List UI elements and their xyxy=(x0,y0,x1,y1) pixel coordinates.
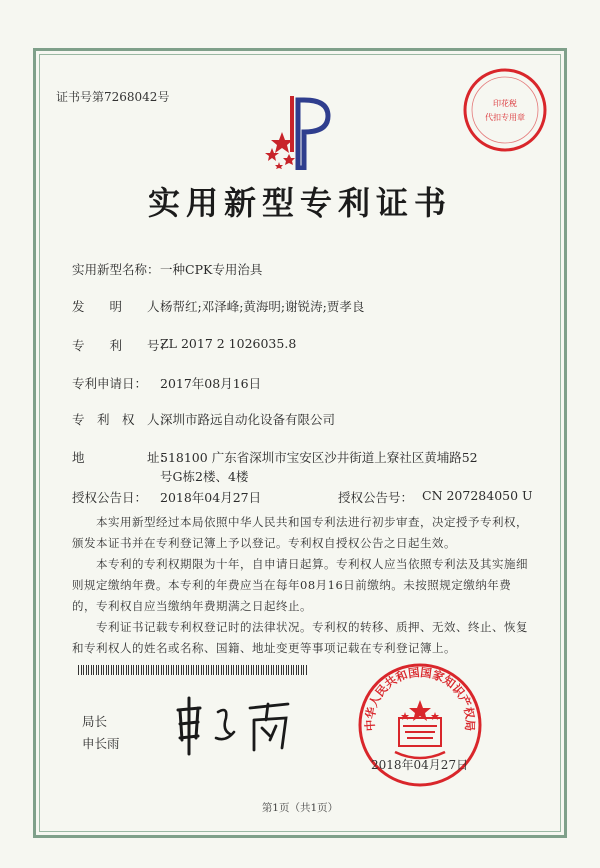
body-paragraph-2: 本专利的专利权期限为十年，自申请日起算。专利权人应当依照专利法及其实施细则规定缴纳年费。本专利的年费应当在每年08月16日前缴纳。未按照规定缴纳年费的，专利权自应当缴纳年费期满之日起终止。 xyxy=(72,557,528,613)
patentee-label: 专 利 权 人： xyxy=(72,412,173,427)
utility-model-name-label: 实用新型名称： xyxy=(72,262,160,277)
patentee: 深圳市路远自动化设备有限公司 xyxy=(160,412,336,427)
director-signature xyxy=(170,690,300,760)
inventor-label: 发 明 人： xyxy=(72,299,173,314)
filing-date: 2017年08月16日 xyxy=(160,376,262,391)
page-number: 第1页（共1页） xyxy=(261,802,339,814)
patent-no: ZL 2017 2 1026035.8 xyxy=(160,336,297,351)
filing-date-label: 专利申请日： xyxy=(72,376,148,391)
address-label: 地 址： xyxy=(72,450,173,465)
seal-date: 2018年04月27日 xyxy=(371,758,469,772)
grant-date-label: 授权公告日： xyxy=(72,490,148,505)
seal-ring-text: 中华人民共和国国家知识产权局 xyxy=(362,665,478,732)
cnipa-logo xyxy=(252,92,348,170)
svg-text:印花税: 印花税 xyxy=(493,99,517,108)
grant-date: 2018年04月27日 xyxy=(160,490,262,505)
director-title: 局长 xyxy=(82,714,108,729)
body-text xyxy=(72,512,532,659)
grant-no: CN 207284050 U xyxy=(422,488,533,503)
body-paragraph-3: 专利证书记载专利权登记时的法律状况。专利权的转移、质押、无效、终止、恢复和专利权人的姓名或名称、国籍、地址变更等事项记载在专利登记簿上。 xyxy=(72,620,528,655)
patent-no-label: 专 利 号： xyxy=(72,338,173,353)
barcode xyxy=(78,665,308,675)
utility-model-name: 一种CPK专用治具 xyxy=(160,262,263,277)
address-line-1: 518100 广东省深圳市宝安区沙井街道上寮社区黄埔路52 xyxy=(160,450,478,465)
tax-stamp xyxy=(455,60,555,160)
director-name: 申长雨 xyxy=(82,736,120,751)
svg-text:中华人民共和国国家知识产权局 xyxy=(363,665,478,732)
grant-no-label: 授权公告号： xyxy=(338,490,414,505)
certificate-title: 实用新型专利证书 xyxy=(147,184,452,222)
body-paragraph-1: 本实用新型经过本局依照中华人民共和国专利法进行初步审查，决定授予专利权，颁发本证书并在专利登记簿上予以登记。专利权自授权公告之日起生效。 xyxy=(72,515,528,550)
certificate-number: 证书号第7268042号 xyxy=(56,90,170,104)
svg-text:代扣专用章: 代扣专用章 xyxy=(485,113,525,122)
address-line-2: 号G栋2楼、4楼 xyxy=(160,469,249,484)
inventors: 杨帮红;邓泽峰;黄海明;谢锐涛;贾孝良 xyxy=(160,299,365,314)
